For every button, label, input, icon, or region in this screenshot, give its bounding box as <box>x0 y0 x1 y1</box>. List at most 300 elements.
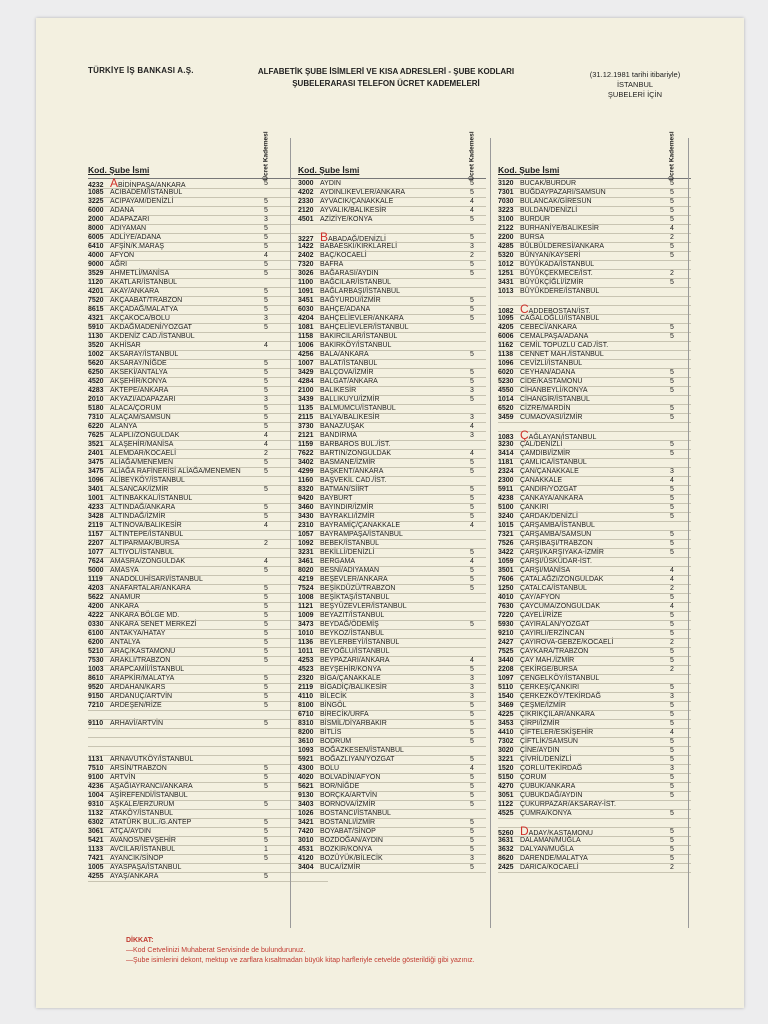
branch-code: 1422 <box>298 243 314 250</box>
fee-level: 5 <box>264 693 268 700</box>
branch-name: CEBECİ/ANKARA <box>520 324 577 331</box>
branch-name: ADAPAZARI <box>110 216 150 223</box>
fee-level: 5 <box>264 207 268 214</box>
branch-name: AYVALIK/BALIKESİR <box>320 207 387 214</box>
scope-line-2: ŞUBELERİ İÇİN <box>607 90 663 99</box>
branch-code: 4253 <box>298 657 314 664</box>
branch-name: BABADAĞ/DENİZLİ <box>320 230 386 244</box>
branch-code: 7421 <box>88 855 104 862</box>
branch-code: 5910 <box>88 324 104 331</box>
branch-code: 5100 <box>498 504 514 511</box>
branch-code: 3240 <box>498 513 514 520</box>
branch-name: BAYBURT <box>320 495 353 502</box>
branch-code: 1121 <box>298 603 314 610</box>
branch-code: 5622 <box>88 594 104 601</box>
scope-note <box>570 70 700 100</box>
fee-level: 5 <box>264 594 268 601</box>
fee-level: 5 <box>264 837 268 844</box>
branch-code: 7524 <box>298 585 314 592</box>
branch-name: ÇEKİRGE/BURSA <box>520 666 578 673</box>
fee-level: 5 <box>470 801 474 808</box>
branch-name: BAKIRCILAR/İSTANBUL <box>320 333 398 340</box>
column-separator <box>490 138 491 928</box>
notice <box>126 936 475 966</box>
fee-level: 4 <box>264 252 268 259</box>
branch-code: 6220 <box>88 423 104 430</box>
fee-level: 5 <box>470 783 474 790</box>
branch-name: DALAMAN/MUĞLA <box>520 837 581 844</box>
branch-code: 8000 <box>88 225 104 232</box>
branch-code: 6006 <box>498 333 514 340</box>
branch-name: BOZÜYÜK/BİLECİK <box>320 855 383 862</box>
code-name-heading: Kod. Şube İsmi <box>498 165 560 175</box>
notice-line-2: —Şube isimlerini dekont, mektup ve zarflara kısaltmadan büyük kitap harfleriyle cetvelde gösterildiği gibi yazınız. <box>126 957 475 964</box>
branch-code: 4120 <box>298 855 314 862</box>
branch-name: AKATLAR/İSTANBUL <box>110 279 178 286</box>
branch-code: 8200 <box>298 729 314 736</box>
fee-level: 5 <box>670 405 674 412</box>
fee-level: 5 <box>264 459 268 466</box>
branch-name: BALAT/İSTANBUL <box>320 360 378 367</box>
fee-level: 5 <box>264 675 268 682</box>
fee-level: 5 <box>264 828 268 835</box>
branch-name: BEYPAZARI/ANKARA <box>320 657 390 664</box>
branch-code: 6250 <box>88 369 104 376</box>
branch-code: 8020 <box>298 567 314 574</box>
branch-name: ÇEŞME/İZMİR <box>520 702 566 709</box>
branch-code: 1160 <box>298 477 314 484</box>
branch-name: BOR/NİĞDE <box>320 783 360 790</box>
branch-code: 1093 <box>298 747 314 754</box>
branch-name: BAĞARASI/AYDIN <box>320 270 379 277</box>
fee-level: 5 <box>670 207 674 214</box>
fee-level: 5 <box>470 189 474 196</box>
branch-code: 4222 <box>88 612 104 619</box>
fee-level: 3 <box>264 396 268 403</box>
fee-level: 5 <box>670 720 674 727</box>
fee-level: 5 <box>670 648 674 655</box>
fee-level: 5 <box>264 378 268 385</box>
branch-code: 4236 <box>88 783 104 790</box>
branch-code: 8620 <box>498 855 514 862</box>
branch-name: ÇARDAK/DENİZLİ <box>520 513 578 520</box>
branch-name: ÇANKIRI <box>520 504 549 511</box>
branch-name: ÇAY/AFYON <box>520 594 560 601</box>
branch-name: DARICA/KOCAELİ <box>520 864 579 871</box>
branch-code: 1251 <box>498 270 514 277</box>
branch-name: ÇENGELKÖY/İSTANBUL <box>520 675 600 682</box>
branch-code: 3520 <box>88 342 104 349</box>
branch-code: 2100 <box>298 387 314 394</box>
branch-code: 1008 <box>298 594 314 601</box>
branch-name: ÇATALAĞZI/ZONGULDAK <box>520 576 604 583</box>
branch-code: 1012 <box>498 261 514 268</box>
branch-name: BÜYÜKÇİĞLİ/İZMİR <box>520 279 584 286</box>
branch-name: ÇİFTELER/ESKİŞEHİR <box>520 729 594 736</box>
branch-code: 9310 <box>88 801 104 808</box>
branch-name: AŞAĞIAYRANCI/ANKARA <box>110 783 193 790</box>
branch-name: BOĞAZLIYAN/YOZGAT <box>320 756 395 763</box>
branch-name: ÇUKURPAZAR/AKSARAY-İST. <box>520 801 616 808</box>
fee-level: 5 <box>670 630 674 637</box>
branch-code: 8610 <box>88 675 104 682</box>
branch-name: BOLVADİN/AFYON <box>320 774 381 781</box>
fee-level: 5 <box>670 855 674 862</box>
branch-code: 2119 <box>298 684 314 691</box>
branch-code: 8310 <box>298 720 314 727</box>
fee-level: 5 <box>670 846 674 853</box>
fee-level: 5 <box>670 756 674 763</box>
fee-level: 5 <box>264 270 268 277</box>
fee-level: 5 <box>670 738 674 745</box>
branch-code: 3631 <box>498 837 514 844</box>
branch-name: CEMİL TOPUZLU CAD./İST. <box>520 342 609 349</box>
branch-name: AŞKALE/ERZURUM <box>110 801 175 808</box>
branch-code: 6000 <box>88 207 104 214</box>
fee-level-heading <box>666 131 678 181</box>
fee-level: 5 <box>670 810 674 817</box>
branch-name: ALAÇAM/SAMSUN <box>110 414 171 421</box>
branch-name: ALTINOVA/BALIKESİR <box>110 522 182 529</box>
fee-level: 5 <box>264 387 268 394</box>
section-initial: C <box>520 302 529 316</box>
branch-column-2 <box>298 131 486 871</box>
branch-code: 9150 <box>88 693 104 700</box>
fee-level: 5 <box>670 657 674 664</box>
branch-name: BANDIRMA <box>320 432 357 439</box>
branch-name: ALİAĞA RAFİNERİSİ ALİAĞA/MENEMEN <box>110 468 241 475</box>
branch-code: 2200 <box>498 234 514 241</box>
branch-name: BORÇKA/ARTVİN <box>320 792 378 799</box>
fee-level: 1 <box>264 846 268 853</box>
branch-code: 4531 <box>298 846 314 853</box>
branch-name: BAYRAKLI/İZMİR <box>320 513 375 520</box>
branch-name: ATATÜRK BUL./G.ANTEP <box>110 819 192 826</box>
branch-code: 3529 <box>88 270 104 277</box>
branch-code: 5260 <box>498 830 514 837</box>
branch-name: AYDIN <box>320 180 341 187</box>
branch-code: 4202 <box>298 189 314 196</box>
branch-code: 3403 <box>298 801 314 808</box>
fee-level: 5 <box>264 648 268 655</box>
branch-name: BAFRA <box>320 261 344 268</box>
fee-level: 2 <box>670 864 674 871</box>
column-separator <box>290 138 291 928</box>
branch-code: 2401 <box>88 450 104 457</box>
branch-code: 1077 <box>88 549 104 556</box>
fee-level: 2 <box>670 234 674 241</box>
branch-code: 1081 <box>298 324 314 331</box>
fee-level: 5 <box>264 639 268 646</box>
fee-level: 4 <box>670 567 674 574</box>
branch-name: BURSA <box>520 234 545 241</box>
fee-level: 5 <box>264 423 268 430</box>
branch-code: 3230 <box>498 441 514 448</box>
fee-level: 5 <box>670 621 674 628</box>
branch-code: 3453 <box>498 720 514 727</box>
branch-name: BİNGÖL <box>320 702 347 709</box>
branch-code: 7624 <box>88 558 104 565</box>
branch-name: BEKİLLİ/DENİZLİ <box>320 549 375 556</box>
branch-code: 3225 <box>88 198 104 205</box>
fee-level: 4 <box>470 198 474 205</box>
branch-code: 1014 <box>498 396 514 403</box>
branch-name: ANKARA <box>110 603 139 610</box>
branch-name: BALMUMCU/İSTANBUL <box>320 405 396 412</box>
branch-name: CİZRE/MARDİN <box>520 405 571 412</box>
branch-name: AKDAĞMADENİ/YOZGAT <box>110 324 192 331</box>
branch-code: 5230 <box>498 378 514 385</box>
branch-code: 3440 <box>498 657 514 664</box>
date-note: (31.12.1981 tarihi itibariyle) <box>589 70 681 79</box>
branch-code: 7510 <box>88 765 104 772</box>
branch-name: ÇERKEŞ/ÇANKIRI <box>520 684 580 691</box>
fee-level: 2 <box>670 270 674 277</box>
branch-code: 3428 <box>88 513 104 520</box>
branch-name: ARNAVUTKÖY/İSTANBUL <box>110 756 194 763</box>
branch-code: 1520 <box>498 765 514 772</box>
section-initial: A <box>110 176 119 190</box>
branch-code: 2115 <box>298 414 314 421</box>
branch-code: 4110 <box>298 693 314 700</box>
fee-level: 5 <box>670 792 674 799</box>
document-sheet <box>36 18 744 1008</box>
fee-level: 5 <box>470 378 474 385</box>
column-header <box>298 131 486 181</box>
branch-code: 1132 <box>88 810 104 817</box>
branch-name: BAYINDIR/İZMİR <box>320 504 374 511</box>
branch-code: 1130 <box>88 333 104 340</box>
branch-row <box>498 863 691 873</box>
branch-name: ANKARA BÖLGE MD. <box>110 612 180 619</box>
branch-name: BÜNYAN/KAYSERİ <box>520 252 581 259</box>
branch-name: ALTINDAĞ/ANKARA <box>110 504 176 511</box>
fee-level: 4 <box>264 441 268 448</box>
fee-level: 5 <box>670 783 674 790</box>
branch-code: 3020 <box>498 747 514 754</box>
fee-level-heading-text: Ücret Kademesi <box>468 131 476 181</box>
branch-name: BÜYÜKDERE/İSTANBUL <box>520 288 600 295</box>
branch-name: BEYDAĞ/ÖDEMİŞ <box>320 621 379 628</box>
branch-code: 1006 <box>298 342 314 349</box>
fee-level: 5 <box>470 666 474 673</box>
branch-code: 1133 <box>88 846 104 853</box>
branch-name: CADDEBOSTAN/İST. <box>520 302 591 316</box>
branch-code: 4000 <box>88 252 104 259</box>
branch-name: BABAESKİ/KIRKLARELİ <box>320 243 398 250</box>
branch-code: 6100 <box>88 630 104 637</box>
fee-level: 3 <box>470 387 474 394</box>
branch-name: ALAŞEHİR/MANİSA <box>110 441 174 448</box>
fee-level: 5 <box>670 324 674 331</box>
fee-level: 5 <box>470 234 474 241</box>
fee-level: 3 <box>670 765 674 772</box>
fee-level: 5 <box>470 513 474 520</box>
branch-name: AKYAZI/ADAPAZARI <box>110 396 176 403</box>
fee-level: 5 <box>264 369 268 376</box>
branch-name: AKÇADAĞ/MALATYA <box>110 306 178 313</box>
branch-code: 7302 <box>498 738 514 745</box>
branch-name: CİHANGİR/İSTANBUL <box>520 396 590 403</box>
branch-code: 4270 <box>498 783 514 790</box>
branch-code: 1120 <box>88 279 104 286</box>
fee-level: 2 <box>670 639 674 646</box>
fee-level: 5 <box>670 513 674 520</box>
branch-name: AYANCIK/SİNOP <box>110 855 164 862</box>
fee-level: 2 <box>264 540 268 547</box>
fee-level: 5 <box>670 531 674 538</box>
branch-code: 3000 <box>298 180 314 187</box>
branch-code: 1092 <box>298 540 314 547</box>
branch-name: ATAKÖY/İSTANBUL <box>110 810 174 817</box>
fee-level: 4 <box>470 450 474 457</box>
branch-code: 3473 <box>298 621 314 628</box>
branch-name: BANAZ/UŞAK <box>320 423 365 430</box>
branch-code: 1096 <box>88 477 104 484</box>
branch-code: 3223 <box>498 207 514 214</box>
branch-code: 6020 <box>498 369 514 376</box>
branch-name: ÇUBUK/ANKARA <box>520 783 576 790</box>
branch-code: 4283 <box>88 387 104 394</box>
branch-name: ÇARŞAMBA/SAMSUN <box>520 531 592 538</box>
fee-level: 5 <box>264 567 268 574</box>
branch-name: AKSARAY/İSTANBUL <box>110 351 179 358</box>
branch-code: 1157 <box>88 531 104 538</box>
branch-name: ÇAN/ÇANAKKALE <box>520 468 579 475</box>
branch-name: AKSEKİ/ANTALYA <box>110 369 168 376</box>
branch-code: 3461 <box>298 558 314 565</box>
branch-code: 1001 <box>88 495 104 502</box>
branch-code: 5000 <box>88 567 104 574</box>
fee-level: 2 <box>670 585 674 592</box>
branch-code: 3501 <box>498 567 514 574</box>
branch-name: AŞİREFENDİ/İSTANBUL <box>110 792 188 799</box>
branch-code: 2122 <box>498 225 514 232</box>
fee-level: 5 <box>670 189 674 196</box>
fee-level: 5 <box>470 567 474 574</box>
branch-code: 4255 <box>88 873 104 880</box>
document-title <box>196 66 576 90</box>
branch-code: 8320 <box>298 486 314 493</box>
branch-name: ALTIYOL/İSTANBUL <box>110 549 174 556</box>
branch-code: 7530 <box>88 657 104 664</box>
fee-level: 5 <box>670 198 674 205</box>
fee-level: 3 <box>470 432 474 439</box>
branch-name: BEYAZIT/İSTANBUL <box>320 612 385 619</box>
branch-name: BAHÇELİEVLER/ANKARA <box>320 315 404 322</box>
branch-code: 2320 <box>298 675 314 682</box>
branch-code: 9210 <box>498 630 514 637</box>
fee-level: 5 <box>264 855 268 862</box>
branch-code: 7625 <box>88 432 104 439</box>
column-header <box>498 131 691 181</box>
fee-level: 2 <box>470 252 474 259</box>
branch-code: 2119 <box>88 522 104 529</box>
code-name-heading: Kod. Şube İsmi <box>88 165 150 175</box>
notice-title: DİKKAT: <box>126 937 154 944</box>
branch-code: 1010 <box>298 630 314 637</box>
fee-level: 5 <box>670 252 674 259</box>
branch-code: 1250 <box>498 585 514 592</box>
branch-name: BİGA/ÇANAKKALE <box>320 675 381 682</box>
branch-code: 4520 <box>88 378 104 385</box>
branch-name: AKÇAKOCA/BOLU <box>110 315 170 322</box>
fee-level: 5 <box>670 387 674 394</box>
branch-name: BEYLERBEYİ/İSTANBUL <box>320 639 400 646</box>
branch-name: ÇANDIR/YOZGAT <box>520 486 578 493</box>
branch-code: 4205 <box>498 324 514 331</box>
branch-code: 1091 <box>298 288 314 295</box>
bank-name: TÜRKİYE İŞ BANKASI A.Ş. <box>88 66 194 75</box>
branch-name: BUCAK/BURDUR <box>520 180 577 187</box>
fee-level: 5 <box>670 450 674 457</box>
fee-level: 5 <box>264 360 268 367</box>
branch-code: 1007 <box>298 360 314 367</box>
fee-level: 5 <box>264 585 268 592</box>
fee-level: 5 <box>264 414 268 421</box>
title-line-2: ŞUBELERARASI TELEFON ÜCRET KADEMELERİ <box>292 79 480 88</box>
fee-level: 5 <box>264 297 268 304</box>
branch-name: ARDANUÇ/ARTVİN <box>110 693 173 700</box>
branch-name: AYDINLIKEVLER/ANKARA <box>320 189 406 196</box>
branch-code: 1136 <box>298 639 314 646</box>
branch-code: 3421 <box>298 819 314 826</box>
fee-level: 5 <box>670 369 674 376</box>
branch-code: 1097 <box>498 675 514 682</box>
branch-name: BİRECİK/URFA <box>320 711 369 718</box>
branch-code: 1122 <box>498 801 514 808</box>
fee-level: 5 <box>264 288 268 295</box>
branch-name: BALLIKUYU/İZMİR <box>320 396 380 403</box>
fee-level: 5 <box>670 414 674 421</box>
fee-level: 5 <box>264 234 268 241</box>
fee-level: 4 <box>470 558 474 565</box>
branch-name: BAHÇE/ADANA <box>320 306 371 313</box>
branch-name: ALAPLI/ZONGULDAK <box>110 432 180 439</box>
fee-level: 5 <box>264 819 268 826</box>
branch-code: 2300 <box>498 477 514 484</box>
branch-column-3 <box>498 131 691 871</box>
branch-code: 4219 <box>298 576 314 583</box>
branch-code: 5921 <box>298 756 314 763</box>
fee-level: 4 <box>470 657 474 664</box>
branch-code: 1138 <box>498 351 514 358</box>
branch-code: 1181 <box>498 459 514 466</box>
branch-name: CEMALPAŞA/ADANA <box>520 333 589 340</box>
fee-level: 4 <box>470 522 474 529</box>
branch-name: ANAFARTALAR/ANKARA <box>110 585 191 592</box>
branch-name: ÇİFTLİK/SAMSUN <box>520 738 578 745</box>
fee-level: 5 <box>264 720 268 727</box>
branch-code: 1095 <box>498 315 514 322</box>
branch-code: 7320 <box>298 261 314 268</box>
branch-code: 1162 <box>498 342 514 349</box>
branch-code: 7622 <box>298 450 314 457</box>
fee-level: 5 <box>470 756 474 763</box>
branch-name: ÇARŞIBAŞI/TRABZON <box>520 540 593 547</box>
branch-name: ANTAKYA/HATAY <box>110 630 166 637</box>
branch-name: ÇAYCUMA/ZONGULDAK <box>520 603 600 610</box>
fee-level: 5 <box>264 225 268 232</box>
branch-code: 4501 <box>298 216 314 223</box>
branch-code: 3730 <box>298 423 314 430</box>
fee-level: 5 <box>670 774 674 781</box>
fee-level: 5 <box>670 495 674 502</box>
fee-level-heading <box>466 131 478 181</box>
branch-name: BEYŞEHİR/KONYA <box>320 666 382 673</box>
fee-level: 3 <box>670 468 674 475</box>
branch-row <box>298 863 486 873</box>
